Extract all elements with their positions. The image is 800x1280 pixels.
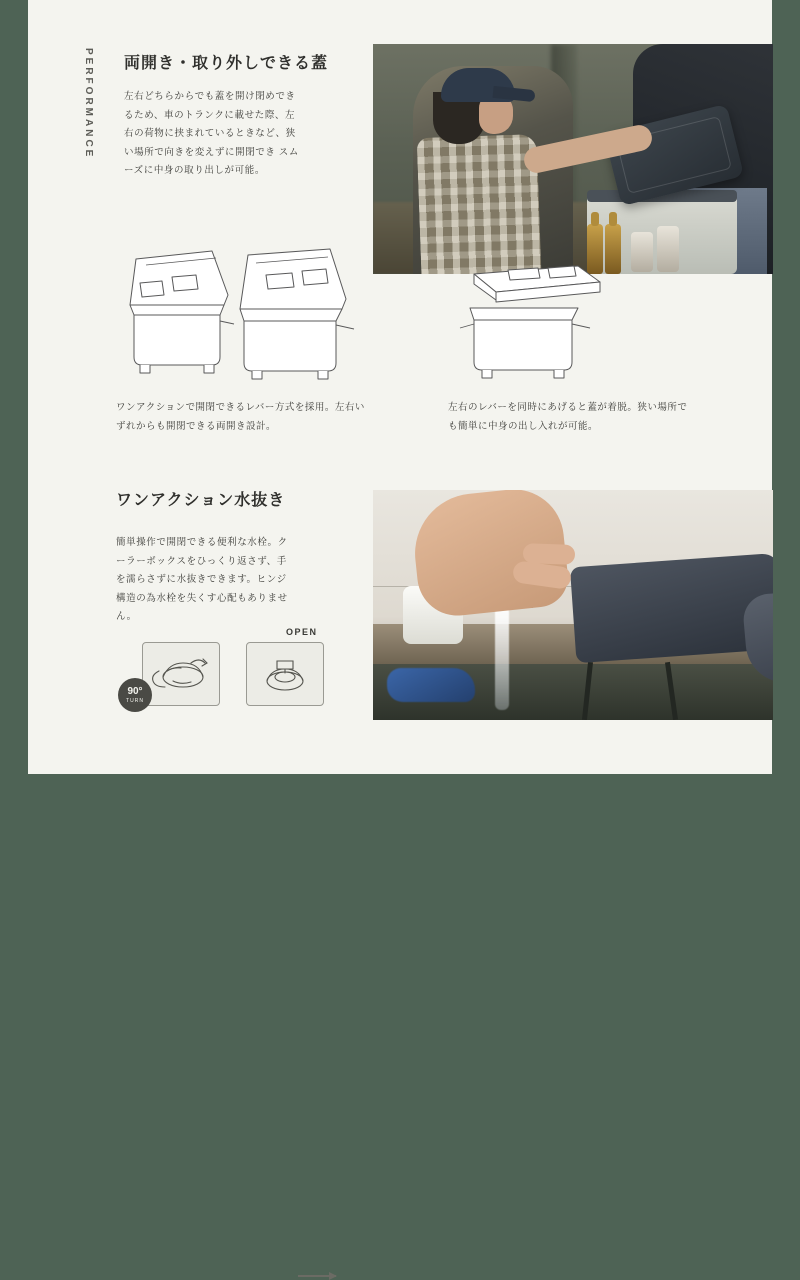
arrow-right-icon	[298, 1275, 336, 1277]
hand-turn-icon	[143, 643, 219, 705]
section-title-lid: 両開き・取り外しできる蓋	[124, 55, 329, 72]
diagram-step-open	[246, 642, 324, 706]
illustration-detached-lid	[452, 250, 642, 380]
blue-bag	[387, 668, 475, 702]
content-sheet	[28, 0, 772, 774]
drain-open-icon	[247, 643, 323, 705]
section-body-lid: 左右どちらからでも蓋を開け閉めできるため、車のトランクに載せた際、左右の荷物に挟まれているときなど、狭い場所で向きを変えずに開閉でき スムーズに中身の取り出しが可能。	[124, 91, 299, 177]
illustration-two-coolers	[116, 225, 376, 385]
finger	[523, 543, 576, 565]
cap	[441, 68, 515, 102]
section-body-drain: 簡単操作で開閉できる便利な水栓。クーラーボックスをひっくり返さず、手を濡らさずに水抜きできます。ヒンジ構造の為水栓を失くす心配もありません。	[116, 537, 288, 623]
section-vertical-label: PERFORMANCE	[83, 48, 94, 160]
photo-lid-operation	[373, 44, 773, 274]
water-stream	[495, 606, 509, 710]
turn-angle-value: 90°	[127, 685, 143, 697]
section-title-drain: ワンアクション水抜き	[116, 492, 286, 509]
open-state-label: OPEN	[286, 627, 318, 637]
caption-lever: ワンアクションで開閉できるレバー方式を採用。左右いずれからも開閉できる両開き設計。	[116, 402, 365, 432]
can	[657, 226, 679, 272]
caption-detach: 左右のレバーを同時にあげると蓋が着脱。狭い場所でも簡単に中身の出し入れが可能。	[448, 402, 688, 432]
turn-angle-badge	[118, 678, 152, 712]
cooler-box	[570, 553, 773, 663]
photo-drain-operation	[373, 490, 773, 720]
turn-angle-unit: TURN	[126, 697, 144, 704]
diagram-step-turn	[142, 642, 220, 706]
